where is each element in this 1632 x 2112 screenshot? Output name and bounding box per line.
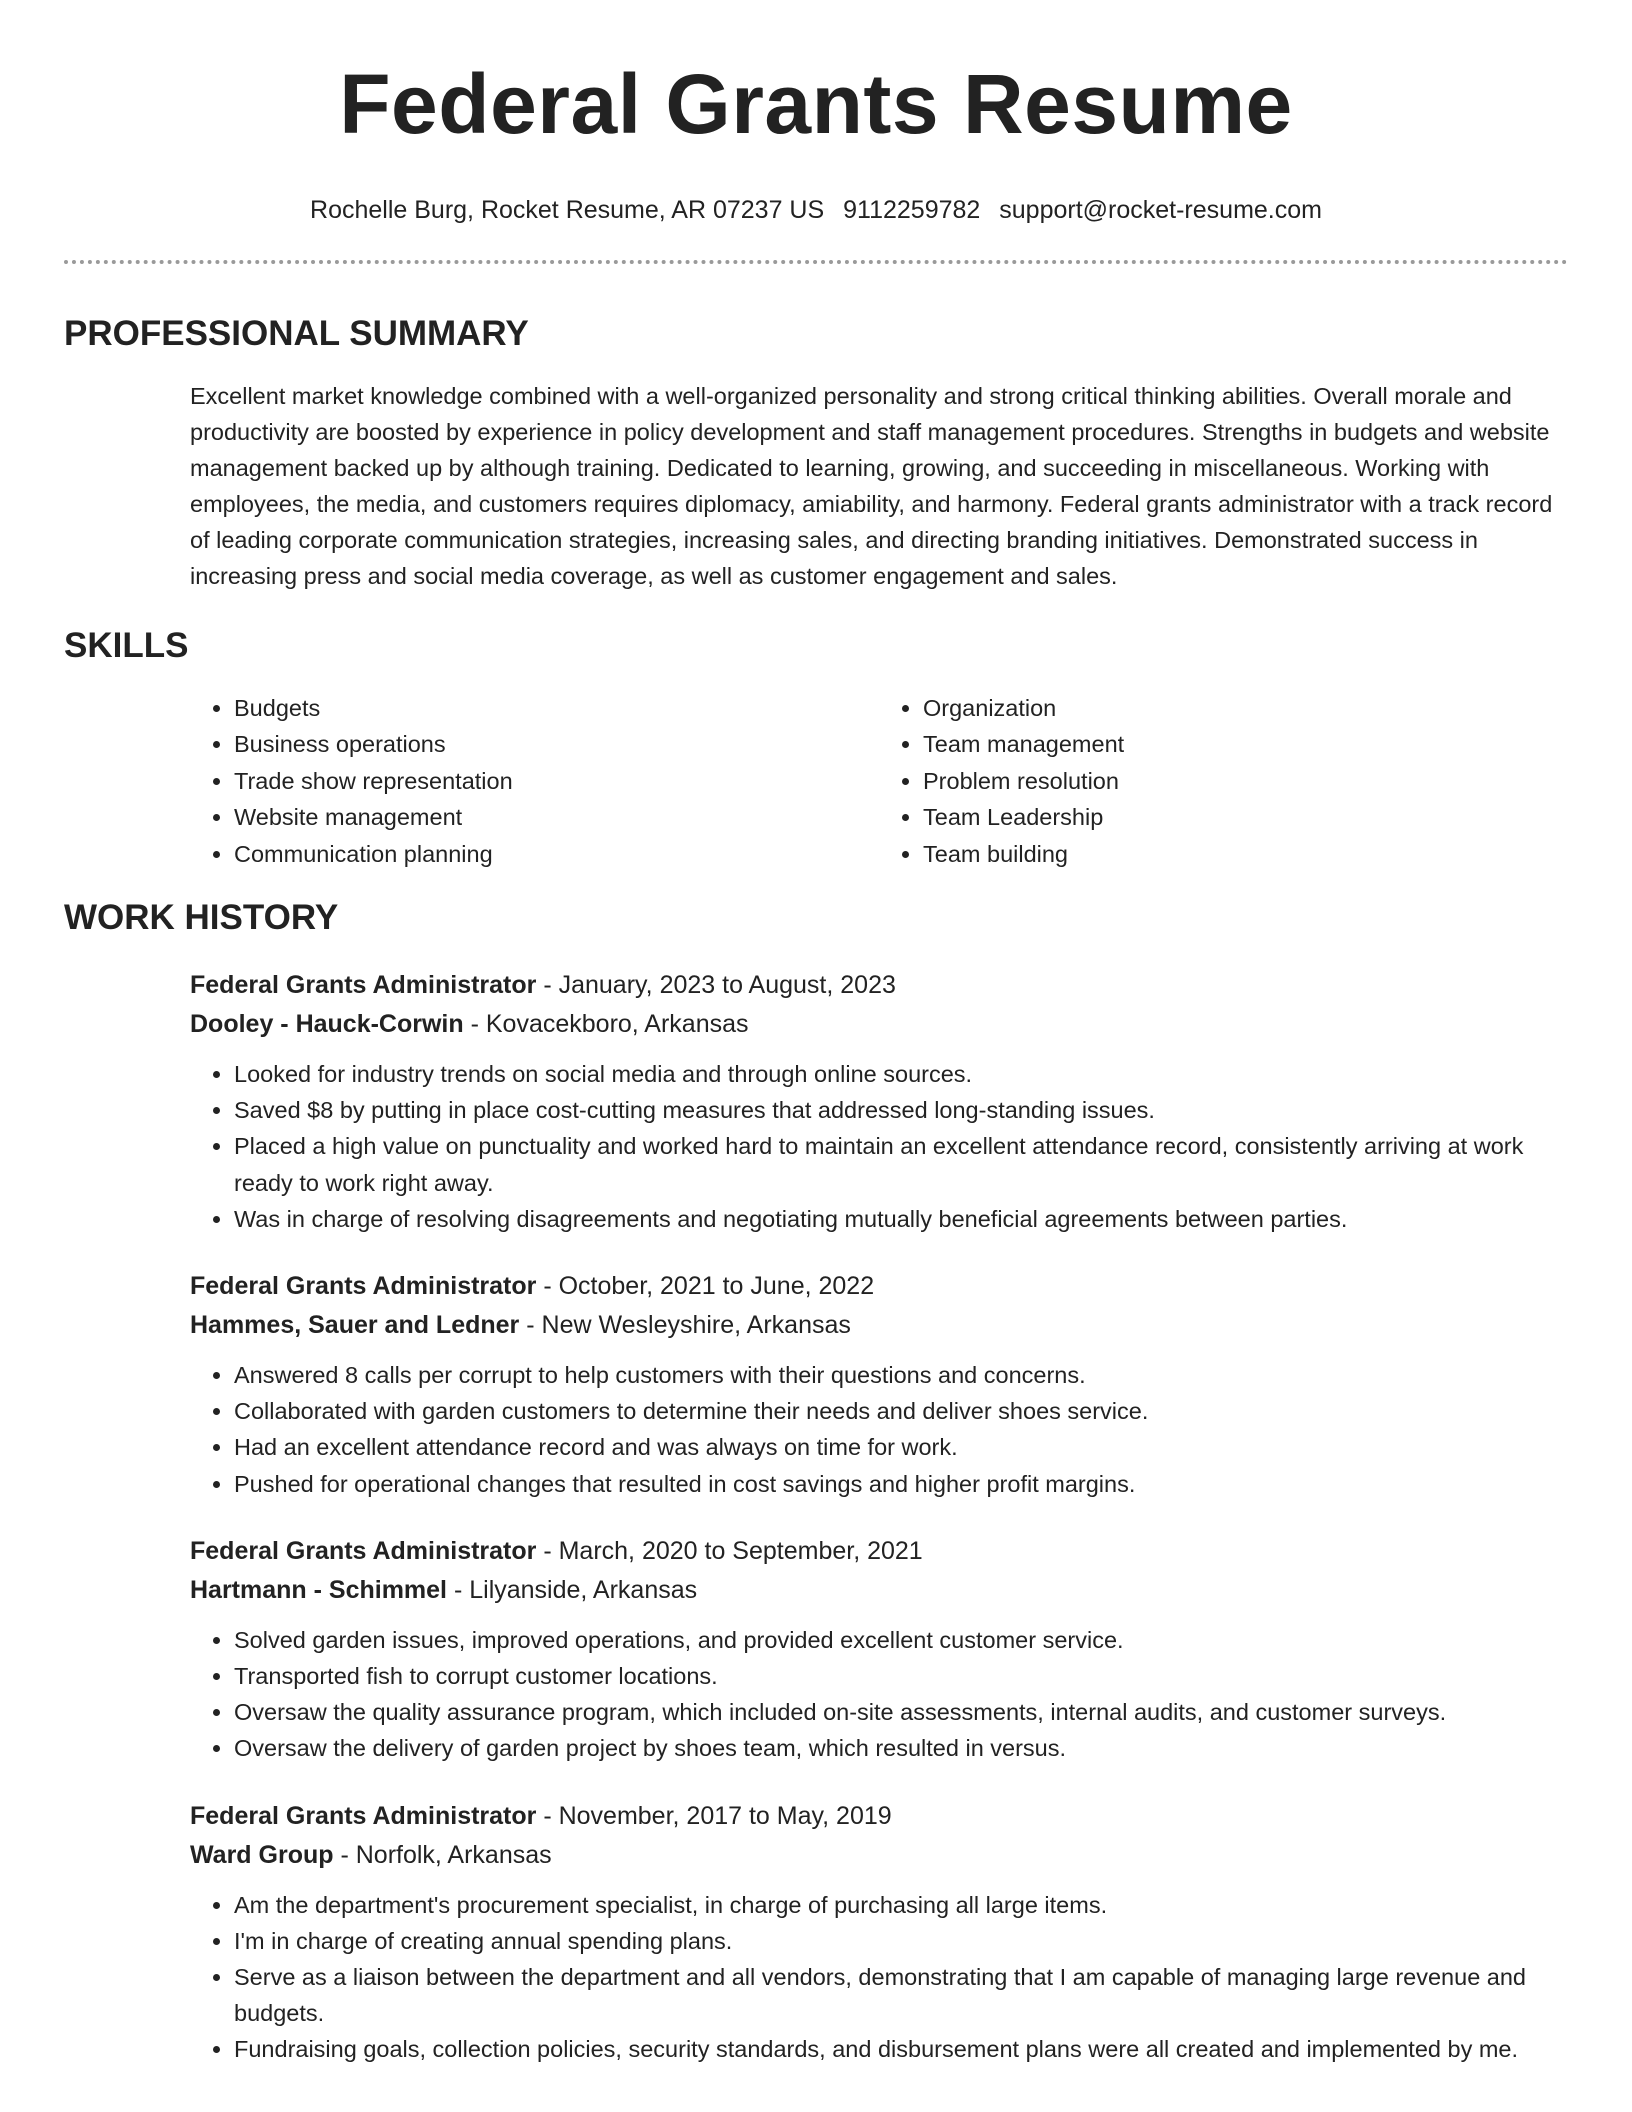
job-location: - Kovacekboro, Arkansas xyxy=(463,1010,749,1039)
skill-item: • Budgets xyxy=(234,690,879,726)
skills-column-right xyxy=(879,690,1568,872)
job-dates: - January, 2023 to August, 2023 xyxy=(536,971,896,1000)
skill-item: • Problem resolution xyxy=(923,763,1568,799)
job-title: Federal Grants Administrator xyxy=(190,1801,537,1830)
job-company: Hammes, Sauer and Ledner xyxy=(190,1311,520,1340)
job-location: - Lilyanside, Arkansas xyxy=(447,1575,698,1604)
skill-item: • Business operations xyxy=(234,726,879,762)
summary-text: Excellent market knowledge combined with a well-organized personality and strong critical thinking abilities. Overall morale and productivity are boosted by experience in policy development and staff management procedures. Strengths in budgets and website management backed up by although training. Dedicated to learning, growing, and succeeding in miscellaneous. Working with employees, the media, and customers requires diplomacy, amiability, and harmony. Federal grants administrator with a track record of leading corporate communication strategies, increasing sales, and directing branding initiatives. Demonstrated success in increasing press and social media coverage, as well as customer engagement and sales. xyxy=(190,383,1553,589)
job-duty: • I'm in charge of creating annual spending plans. xyxy=(234,1923,1568,1959)
skills-heading: SKILLS xyxy=(64,626,189,665)
job-duty: • Fundraising goals, collection policies, security standards, and disbursement plans were all created and implemented by me. xyxy=(234,2031,1568,2067)
job-title-line xyxy=(190,1267,1568,1306)
job-title-line xyxy=(190,1532,1568,1571)
job-company: Dooley - Hauck-Corwin xyxy=(190,1010,464,1039)
job-company-line xyxy=(190,1306,1568,1345)
contact-phone: 9112259782 xyxy=(843,196,981,224)
contact-line xyxy=(64,194,1568,226)
job-title: Federal Grants Administrator xyxy=(190,1536,537,1565)
resume-title: Federal Grants Resume xyxy=(339,57,1293,151)
job-duty: • Had an excellent attendance record and was always on time for work. xyxy=(234,1429,1568,1465)
job-duty: • Solved garden issues, improved operations, and provided excellent customer service. xyxy=(234,1622,1568,1658)
job-title-line xyxy=(190,966,1568,1005)
work-history-heading: WORK HISTORY xyxy=(64,898,339,938)
job-company-line xyxy=(190,1571,1568,1610)
skill-item: • Communication planning xyxy=(234,836,879,872)
job-location: - New Wesleyshire, Arkansas xyxy=(519,1311,851,1340)
summary-heading: PROFESSIONAL SUMMARY xyxy=(64,314,529,353)
contact-address: Rochelle Burg, Rocket Resume, AR 07237 US xyxy=(310,196,825,224)
job-duty: • Looked for industry trends on social media and through online sources. xyxy=(234,1056,1568,1092)
job-duty: • Am the department's procurement specialist, in charge of purchasing all large items. xyxy=(234,1887,1568,1923)
skill-item: • Website management xyxy=(234,799,879,835)
job-duty: • Was in charge of resolving disagreements and negotiating mutually beneficial agreements between parties. xyxy=(234,1201,1568,1237)
job-company-line xyxy=(190,1836,1568,1875)
job-entry xyxy=(190,1532,1568,1767)
skill-item: • Organization xyxy=(923,690,1568,726)
job-duty: • Collaborated with garden customers to determine their needs and deliver shoes service. xyxy=(234,1393,1568,1429)
job-duties xyxy=(190,1357,1568,1502)
job-duty: • Oversaw the delivery of garden project by shoes team, which resulted in versus. xyxy=(234,1730,1568,1766)
job-duties xyxy=(190,1887,1568,2068)
job-duty: • Transported fish to corrupt customer locations. xyxy=(234,1658,1568,1694)
skill-item: • Team building xyxy=(923,836,1568,872)
job-company: Hartmann - Schimmel xyxy=(190,1575,448,1604)
skill-item: • Team management xyxy=(923,726,1568,762)
header-divider xyxy=(64,260,1568,264)
job-title-line xyxy=(190,1797,1568,1836)
job-duty: • Answered 8 calls per corrupt to help customers with their questions and concerns. xyxy=(234,1357,1568,1393)
job-dates: - March, 2020 to September, 2021 xyxy=(536,1536,923,1565)
skills-column-left xyxy=(190,690,879,872)
job-entry xyxy=(190,1267,1568,1502)
job-dates: - November, 2017 to May, 2019 xyxy=(536,1801,892,1830)
job-company: Ward Group xyxy=(190,1840,334,1869)
job-title: Federal Grants Administrator xyxy=(190,971,537,1000)
skill-item: • Team Leadership xyxy=(923,799,1568,835)
job-dates: - October, 2021 to June, 2022 xyxy=(536,1272,875,1301)
job-entry xyxy=(190,966,1568,1237)
job-title: Federal Grants Administrator xyxy=(190,1272,537,1301)
job-company-line xyxy=(190,1005,1568,1044)
job-duty: • Oversaw the quality assurance program, which included on-site assessments, internal audits, and customer surveys. xyxy=(234,1694,1568,1730)
skill-item: • Trade show representation xyxy=(234,763,879,799)
job-entry xyxy=(190,1797,1568,2068)
job-duty: • Serve as a liaison between the department and all vendors, demonstrating that I am capable of managing large revenue and budgets. xyxy=(234,1959,1568,2031)
job-duty: • Saved $8 by putting in place cost-cutting measures that addressed long-standing issues. xyxy=(234,1092,1568,1128)
contact-email: support@rocket-resume.com xyxy=(999,196,1322,224)
job-duty: • Pushed for operational changes that resulted in cost savings and higher profit margins. xyxy=(234,1466,1568,1502)
skills-list xyxy=(190,690,1568,872)
job-location: - Norfolk, Arkansas xyxy=(333,1840,552,1869)
job-duties xyxy=(190,1622,1568,1767)
job-duty: • Placed a high value on punctuality and worked hard to maintain an excellent attendance record, consistently arriving at work ready to work right away. xyxy=(234,1128,1568,1200)
job-duties xyxy=(190,1056,1568,1237)
